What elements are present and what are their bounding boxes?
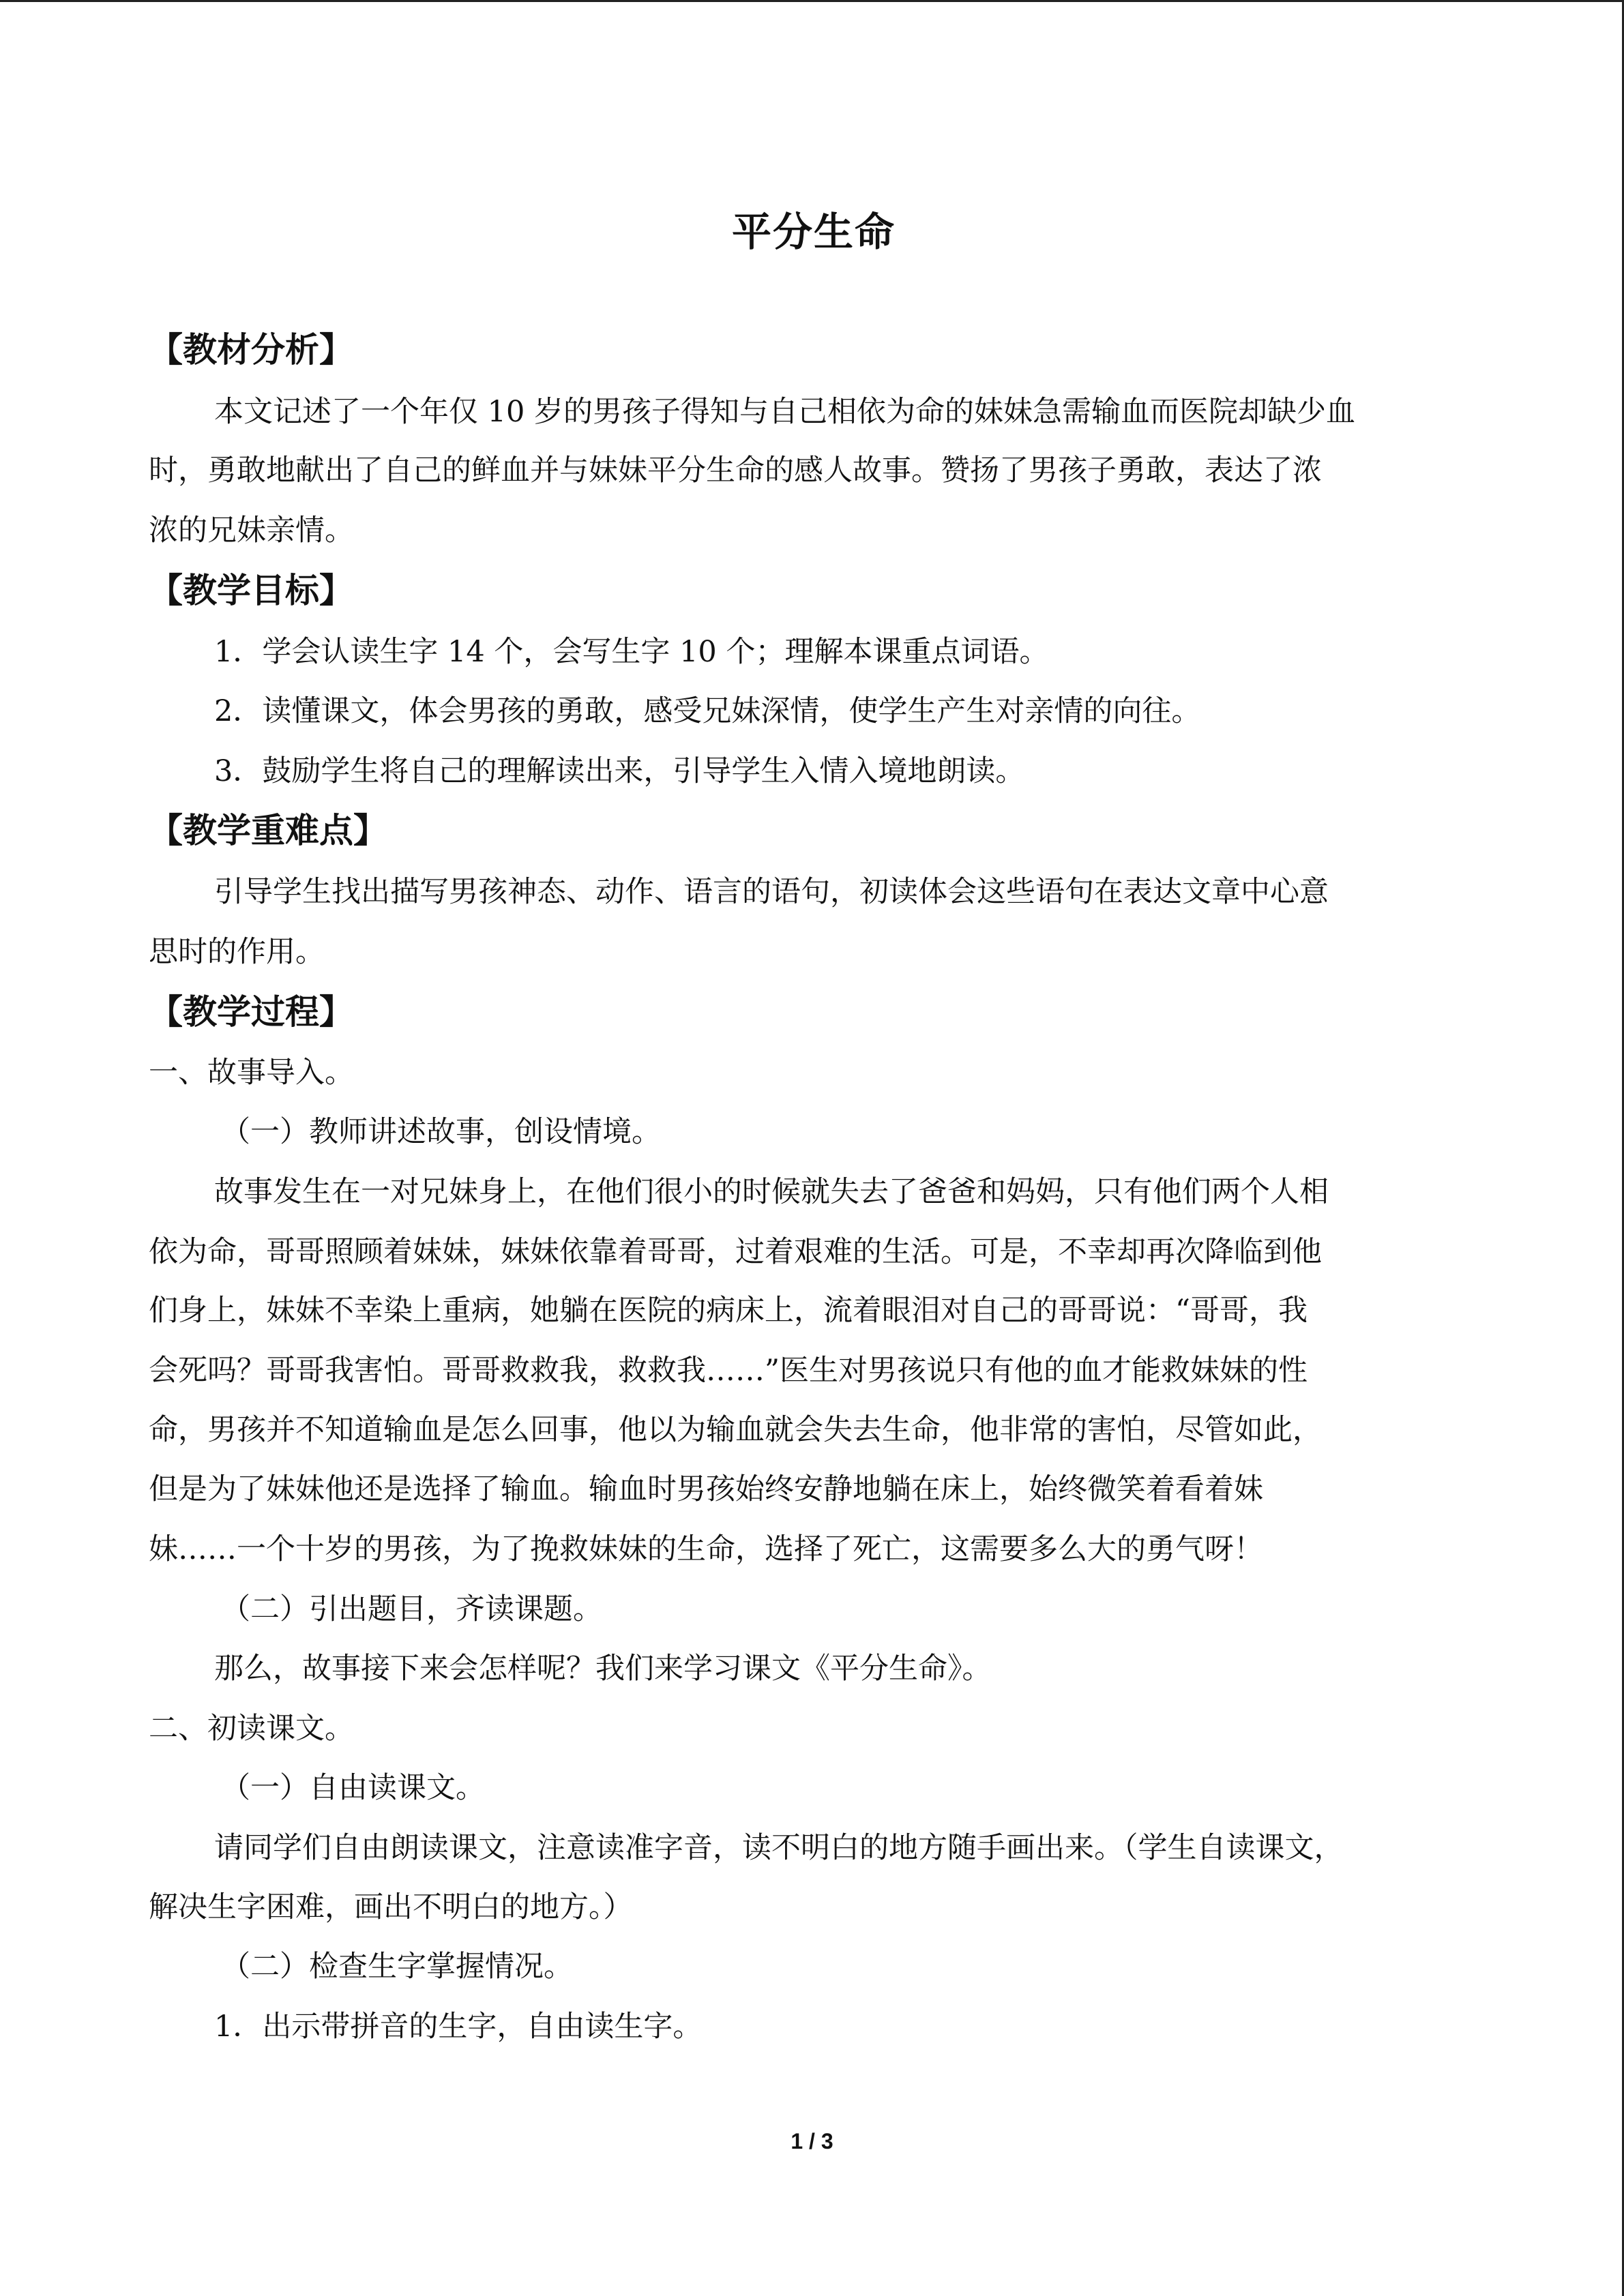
keypoints-line: 思时的作用。 <box>149 935 325 969</box>
heading-process: 【教学过程】 <box>149 992 353 1032</box>
process-part2-title: 二、初读课文。 <box>149 1712 354 1746</box>
goal-item: 1．学会认读生字 14 个，会写生字 10 个；理解本课重点词语。 <box>214 635 1049 669</box>
story-line: 妹……一个十岁的男孩，为了挽救妹妹的生命，选择了死亡，这需要多么大的勇气呀！ <box>149 1532 1263 1566</box>
analysis-line: 时，勇敢地献出了自己的鲜血并与妹妹平分生命的感人故事。赞扬了男孩子勇敢，表达了浓 <box>149 453 1322 488</box>
analysis-line: 浓的兄妹亲情。 <box>149 513 354 548</box>
heading-goals: 【教学目标】 <box>149 571 353 610</box>
process-part2-sub2: （二）检查生字掌握情况。 <box>221 1950 573 1984</box>
goal-item: 3．鼓励学生将自己的理解读出来，引导学生入情入境地朗读。 <box>214 754 1025 788</box>
story-line: 命，男孩并不知道输血是怎么回事，他以为输血就会失去生命，他非常的害怕，尽管如此， <box>149 1413 1322 1447</box>
part2-sub1-line: 请同学们自由朗读课文，注意读准字音，读不明白的地方随手画出来。（学生自读课文， <box>214 1831 1344 1865</box>
document-title: 平分生命 <box>731 209 896 255</box>
keypoints-line: 引导学生找出描写男孩神态、动作、语言的语句，初读体会这些语句在表达文章中心意 <box>214 875 1329 909</box>
story-line: 会死吗？哥哥我害怕。哥哥救救我，救救我……”医生对男孩说只有他的血才能救妹妹的性 <box>149 1354 1308 1388</box>
heading-keypoints: 【教学重难点】 <box>149 811 387 850</box>
heading-analysis: 【教材分析】 <box>149 330 353 370</box>
process-part1-title: 一、故事导入。 <box>149 1056 354 1090</box>
story-line: 故事发生在一对兄妹身上，在他们很小的时候就失去了爸爸和妈妈，只有他们两个人相 <box>214 1175 1329 1209</box>
story-line: 依为命，哥哥照顾着妹妹，妹妹依靠着哥哥，过着艰难的生活。可是，不幸却再次降临到他 <box>149 1235 1322 1269</box>
story-line: 但是为了妹妹他还是选择了输血。输血时男孩始终安静地躺在床上，始终微笑着看着妹 <box>149 1472 1263 1506</box>
part2-sub1-line: 解决生字困难，画出不明白的地方。） <box>149 1890 633 1924</box>
analysis-line: 本文记述了一个年仅 10 岁的男孩子得知与自己相依为命的妹妹急需输血而医院却缺少血 <box>214 395 1356 429</box>
goal-item: 2．读懂课文，体会男孩的勇敢，感受兄妹深情，使学生产生对亲情的向往。 <box>214 694 1201 728</box>
page-number: 1 / 3 <box>791 2129 833 2153</box>
process-part2-sub1: （一）自由读课文。 <box>221 1771 485 1805</box>
process-part1-sub1: （一）教师讲述故事，创设情境。 <box>221 1115 661 1149</box>
process-part1-sub2-text: 那么，故事接下来会怎样呢？我们来学习课文《平分生命》。 <box>214 1652 992 1686</box>
process-part1-sub2: （二）引出题目，齐读课题。 <box>221 1592 602 1626</box>
story-line: 们身上，妹妹不幸染上重病，她躺在医院的病床上，流着眼泪对自己的哥哥说：“哥哥，我 <box>149 1294 1308 1328</box>
process-part2-item1: 1．出示带拼音的生字，自由读生字。 <box>214 2010 703 2044</box>
